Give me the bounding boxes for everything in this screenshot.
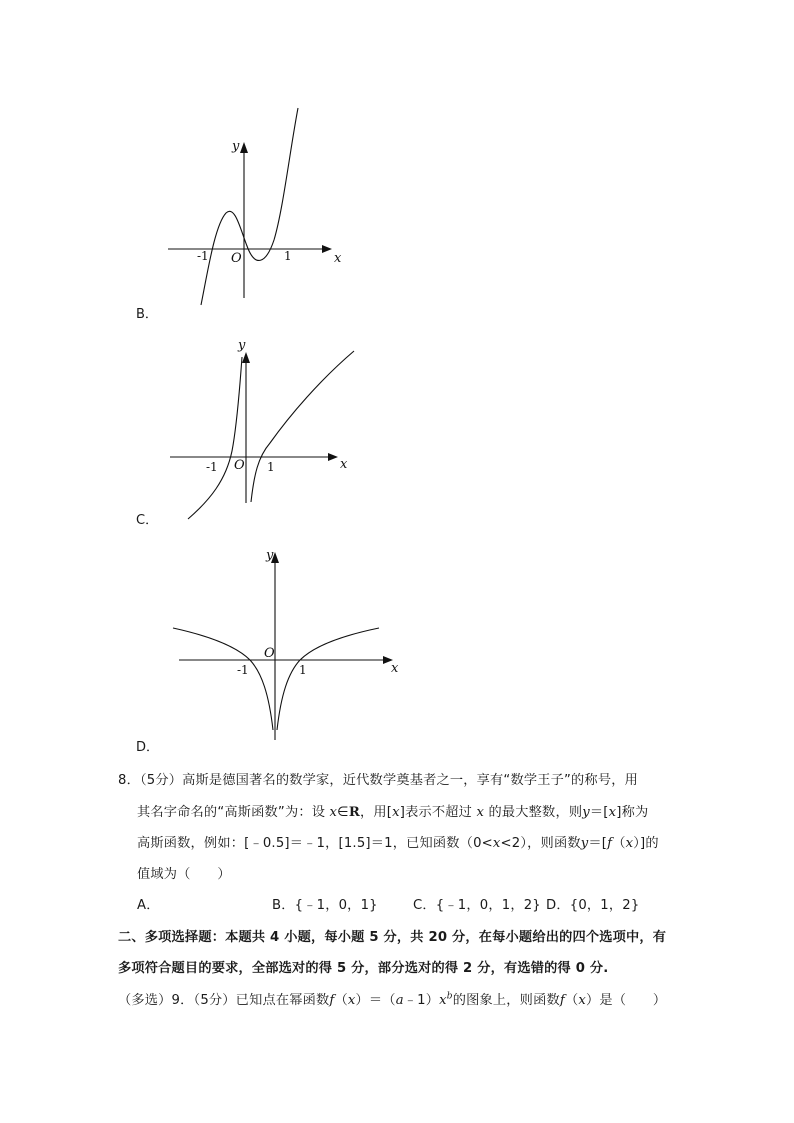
origin-label: O (234, 458, 245, 473)
tick-pos-one: 1 (267, 460, 275, 474)
section2-line-2: 多项符合题目的要求，全部选对的得 5 分，部分选对的得 2 分，有选错的得 0 分. (118, 961, 609, 976)
q8-option-c: C．{﹣1，0，1，2} (413, 898, 541, 913)
q8-line-3: 高斯函数，例如：[﹣0.5]＝﹣1，[1.5]＝1，已知函数（0<x<2），则函数y＝[f（x）]的 (137, 836, 659, 851)
q8-option-a: A． (137, 898, 160, 913)
q8-line-1: 8．（5分）高斯是德国著名的数学家，近代数学奠基者之一，享有“数学王子”的称号，用 (118, 773, 638, 788)
y-axis-label: y (266, 548, 274, 563)
x-axis-label: x (391, 661, 399, 676)
q8-option-d: D．{0，1，2} (546, 898, 640, 913)
tick-neg-one: -1 (237, 663, 249, 677)
curve-d-right (277, 628, 379, 730)
graph-b (160, 100, 360, 310)
x-axis-arrow (322, 245, 332, 253)
q8-line-2: 其名字命名的“高斯函数”为：设 x∈R，用[x]表示不超过 x 的最大整数，则y＝[x]称为 (137, 805, 649, 820)
origin-label: O (231, 251, 242, 266)
option-d-label: D． (136, 740, 160, 755)
q8-line-4: 值域为（ ） (137, 867, 231, 882)
option-b-label: B． (136, 307, 158, 322)
x-axis-label: x (334, 251, 342, 266)
tick-neg-one: -1 (197, 249, 209, 263)
y-axis-arrow (242, 352, 250, 363)
curve-c-left (188, 357, 242, 519)
curve-c-right (251, 351, 354, 502)
graph-c-svg (160, 335, 360, 525)
y-axis-label: y (238, 338, 246, 353)
tick-pos-one: 1 (299, 663, 307, 677)
q9-line-1: （多选）9．（5分）已知点在幂函数$f(x)=(a﹣1)x^b$的图象上，则函数f（x）是（ ） (118, 991, 667, 1008)
tick-neg-one: -1 (206, 460, 218, 474)
y-axis-label: y (232, 139, 240, 154)
x-axis-label: x (340, 457, 348, 472)
q8-option-b: B．{﹣1，0，1} (272, 898, 378, 913)
graph-d-svg (165, 545, 405, 745)
section2-line-1: 二、多项选择题：本题共 4 小题，每小题 5 分，共 20 分，在每小题给出的四个选项中，有 (118, 930, 667, 945)
curve-b (201, 108, 298, 305)
graph-c (160, 335, 360, 525)
graph-d (165, 545, 405, 745)
option-c-label: C． (136, 513, 159, 528)
x-axis-arrow (328, 453, 338, 461)
y-axis-arrow (240, 142, 248, 153)
origin-label: O (264, 646, 275, 661)
graph-b-svg (160, 100, 360, 310)
tick-pos-one: 1 (284, 249, 292, 263)
curve-d-left (173, 628, 273, 730)
